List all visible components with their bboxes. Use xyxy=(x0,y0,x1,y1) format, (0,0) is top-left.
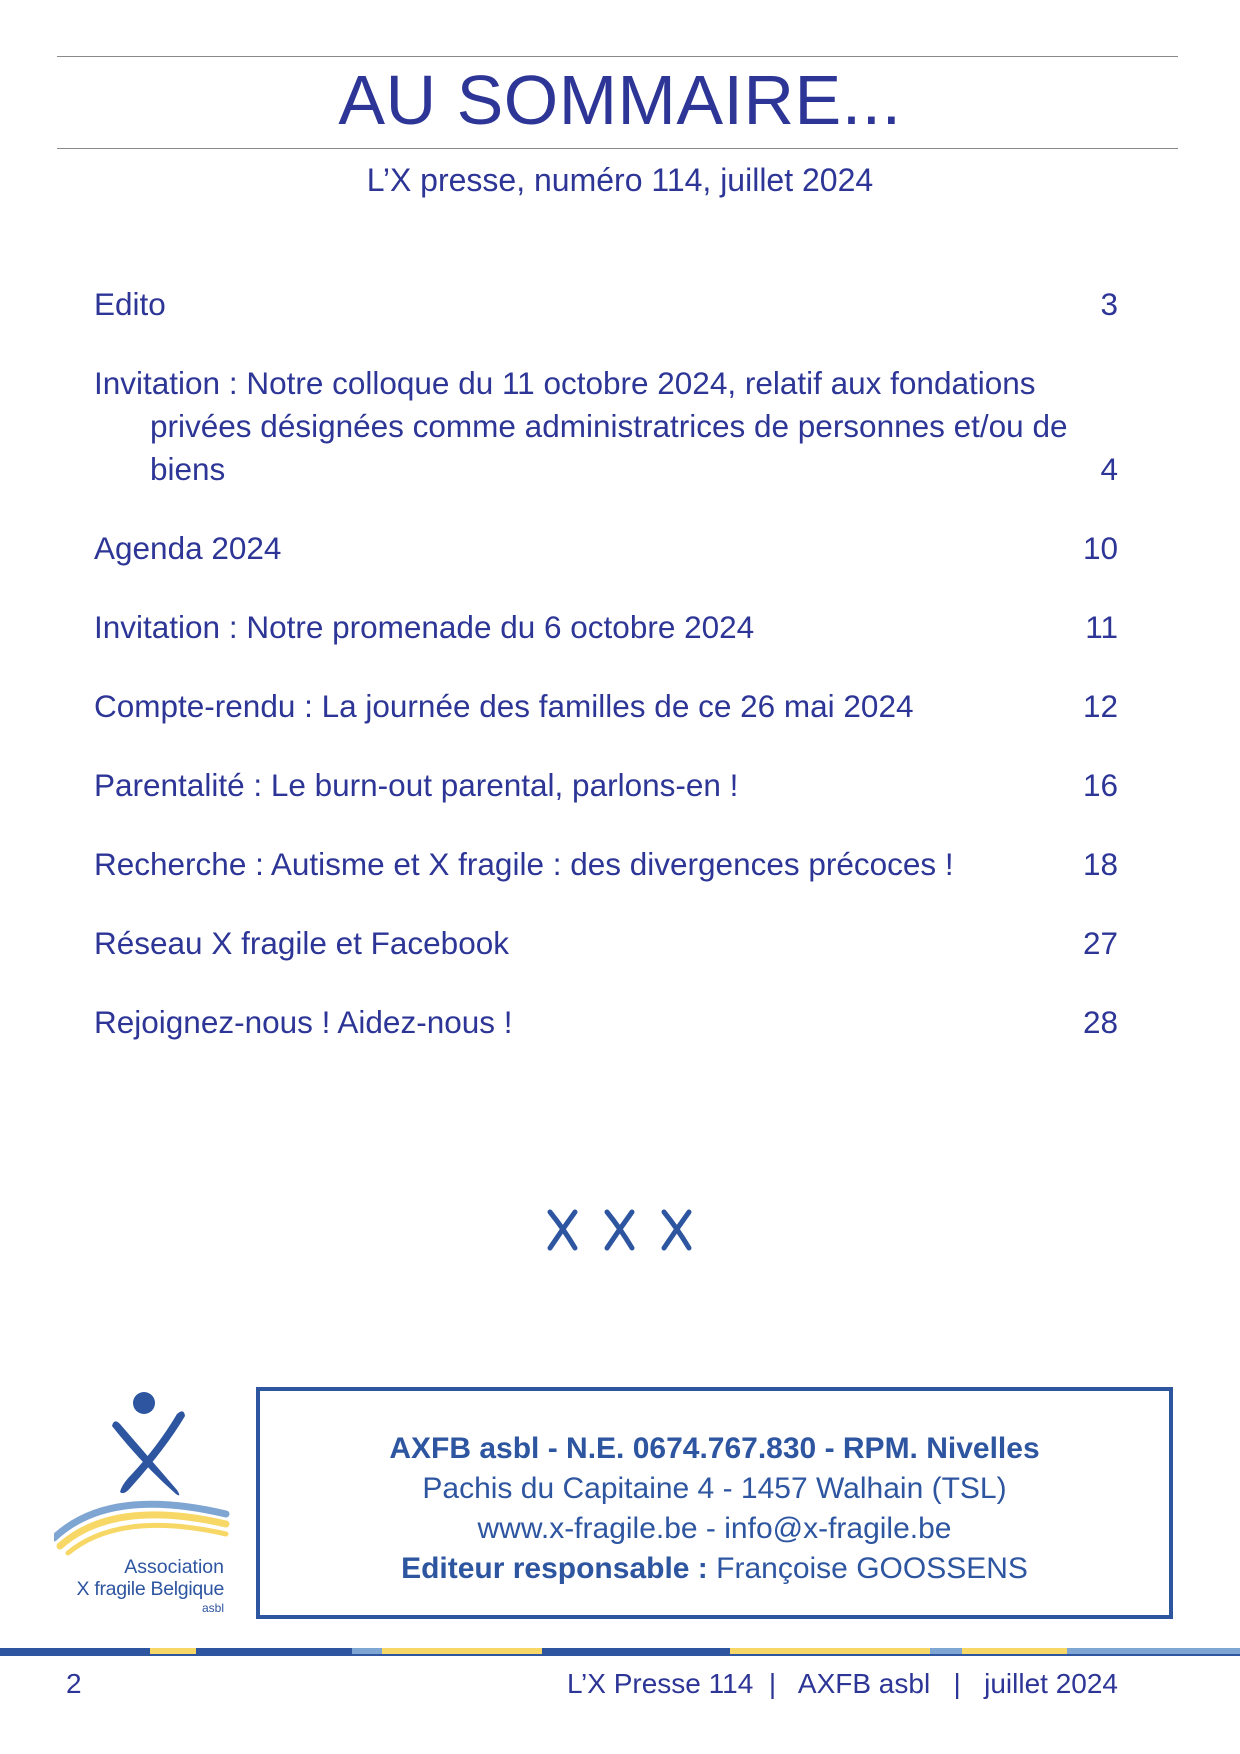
toc-entry-recherche[interactable] xyxy=(94,843,1118,886)
org-registration: AXFB asbl - N.E. 0674.767.830 - RPM. Nivelles xyxy=(389,1432,1040,1465)
footer-rule xyxy=(0,1654,1240,1656)
postal-address: Pachis du Capitaine 4 - 1457 Walhain (TSL) xyxy=(422,1472,1007,1505)
toc-entry-agenda[interactable] xyxy=(94,527,1118,570)
title-underline-rule xyxy=(57,148,1178,149)
editor-line xyxy=(260,1549,1169,1589)
toc-entry-page: 28 xyxy=(1082,1004,1118,1040)
logo-text-asbl: asbl xyxy=(201,1601,224,1615)
toc-entry-page: 10 xyxy=(1082,530,1118,566)
toc-entry-page: 18 xyxy=(1082,846,1118,882)
logo-text-name: X fragile Belgique xyxy=(76,1578,224,1600)
toc-entry-page: 16 xyxy=(1082,767,1118,803)
toc-entry-title: Agenda 2024 xyxy=(94,530,282,566)
toc-entry-title: Compte-rendu : La journée des familles de ce 26 mai 2024 xyxy=(94,688,914,724)
toc-entry-compte-rendu[interactable] xyxy=(94,685,1118,728)
toc-entry-colloque[interactable] xyxy=(94,362,1118,491)
web-and-email[interactable]: www.x-fragile.be - info@x-fragile.be xyxy=(477,1512,952,1545)
toc-entry-parentalite[interactable] xyxy=(94,764,1118,807)
toc-entry-page: 11 xyxy=(1085,609,1118,645)
editor-label: Editeur responsable : xyxy=(401,1552,708,1585)
page-number: 2 xyxy=(66,1668,82,1699)
toc-entry-title: Réseau X fragile et Facebook xyxy=(94,925,509,961)
toc-entry-page: 27 xyxy=(1082,925,1118,961)
page-title: AU SOMMAIRE... xyxy=(338,61,902,139)
toc-entry-page: 4 xyxy=(1100,451,1118,487)
toc-entry-title: Edito xyxy=(94,286,166,322)
toc-entry-edito[interactable] xyxy=(94,283,1118,326)
contact-box xyxy=(256,1387,1173,1619)
top-rule xyxy=(57,56,1178,57)
toc-entry-title: Recherche : Autisme et X fragile : des divergences précoces ! xyxy=(94,846,954,882)
toc-entry-page: 3 xyxy=(1100,286,1118,322)
xxx-icon xyxy=(545,1208,695,1252)
toc-entry-page: 12 xyxy=(1082,688,1118,724)
table-of-contents xyxy=(94,283,1118,1080)
toc-entry-rejoignez[interactable] xyxy=(94,1001,1118,1044)
logo-text-association: Association xyxy=(124,1556,224,1578)
toc-entry-title: Rejoignez-nous ! Aidez-nous ! xyxy=(94,1004,513,1040)
toc-entry-reseau[interactable] xyxy=(94,922,1118,965)
toc-entry-title: Invitation : Notre colloque du 11 octobre 2024, relatif aux fondations privées désignées comme administratrices de personnes et/ou de biens xyxy=(94,365,1068,487)
toc-entry-promenade[interactable] xyxy=(94,606,1118,649)
editor-name: Françoise GOOSSENS xyxy=(707,1552,1028,1585)
toc-entry-title: Invitation : Notre promenade du 6 octobre 2024 xyxy=(94,609,755,645)
footer-publication-info: L’X Presse 114 | AXFB asbl | juillet 2024 xyxy=(567,1668,1118,1699)
toc-entry-title: Parentalité : Le burn-out parental, parlons-en ! xyxy=(94,767,739,803)
issue-subtitle: L’X presse, numéro 114, juillet 2024 xyxy=(366,162,874,198)
